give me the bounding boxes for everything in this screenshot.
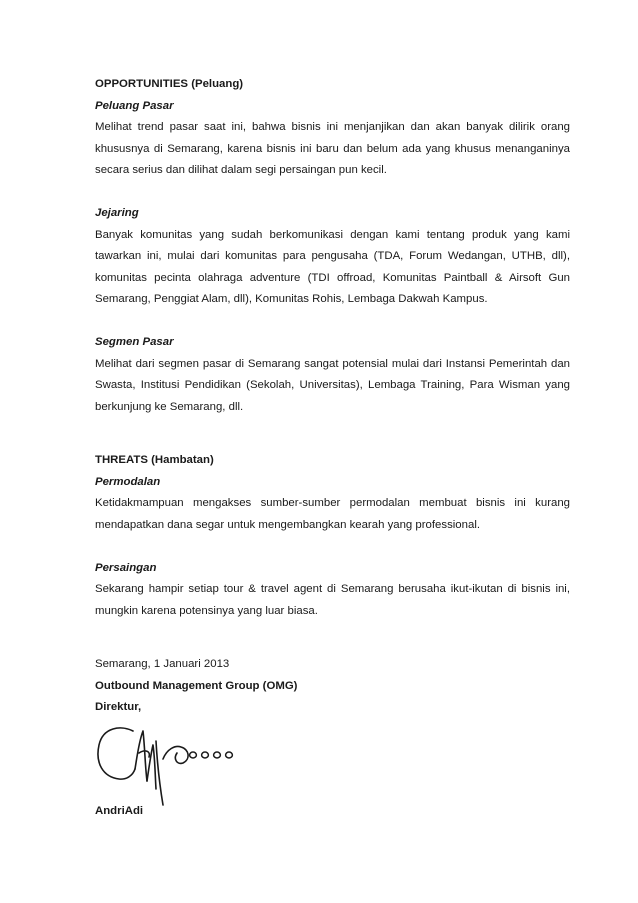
handwritten-signature — [93, 719, 243, 809]
spacer — [95, 182, 570, 204]
place-date: Semarang, 1 Januari 2013 — [95, 658, 230, 670]
spacer — [95, 536, 570, 558]
segmen-pasar-text: Melihat dari segmen pasar di Semarang sangat potensial mulai dari Instansi Pemerintah dan Swasta, Institusi Pendidikan (Sekolah, Universitas), Lembaga Training, Para Wisman yang berkunjung ke Semarang, dll. — [95, 357, 570, 413]
opportunities-heading: OPPORTUNITIES (Peluang) — [95, 78, 244, 90]
spacer — [95, 418, 570, 450]
persaingan-title: Persaingan — [95, 561, 157, 574]
persaingan-text: Sekarang hampir setiap tour & travel agent di Semarang berusaha ikut-ikutan di bisnis ini, mungkin karena potensinya yang luar biasa. — [95, 583, 570, 617]
segmen-pasar-title: Segmen Pasar — [95, 336, 174, 348]
organization-name: Outbound Management Group (OMG) — [95, 679, 298, 692]
signature-block — [95, 719, 570, 817]
spacer — [95, 622, 570, 654]
peluang-pasar-text: Melihat trend pasar saat ini, bahwa bisnis ini menjanjikan dan akan banyak dilirik orang khususnya di Semarang, karena bisnis ini baru dan belum ada yang khusus menanganinya secara serius dan dilihat dalam segi persaingan pun kecil. — [95, 121, 570, 176]
document-page — [95, 74, 570, 817]
jejaring-title: Jejaring — [95, 207, 139, 219]
threats-heading: THREATS (Hambatan) — [95, 454, 214, 466]
spacer — [95, 311, 570, 333]
permodalan-text: Ketidakmampuan mengakses sumber-sumber permodalan membuat bisnis ini kurang mendapatkan dana segar untuk mengembangkan kearah yang professional. — [95, 497, 570, 531]
signer-name: AndriAdi — [95, 804, 144, 817]
position-title: Direktur, — [95, 701, 142, 713]
jejaring-text: Banyak komunitas yang sudah berkomunikasi dengan kami tentang produk yang kami tawarkan ini, mulai dari komunitas para pengusaha (TDA, Forum Wedangan, UTHB, dll), komunitas pecinta olahraga adventure (TDI offroad, Komunitas Paintball & Airsoft Gun Semarang, Penggiat Alam, dll), Komunitas Rohis, Lembaga Dakwah Kampus. — [95, 228, 570, 305]
permodalan-title: Permodalan — [95, 475, 161, 488]
peluang-pasar-title: Peluang Pasar — [95, 99, 174, 112]
